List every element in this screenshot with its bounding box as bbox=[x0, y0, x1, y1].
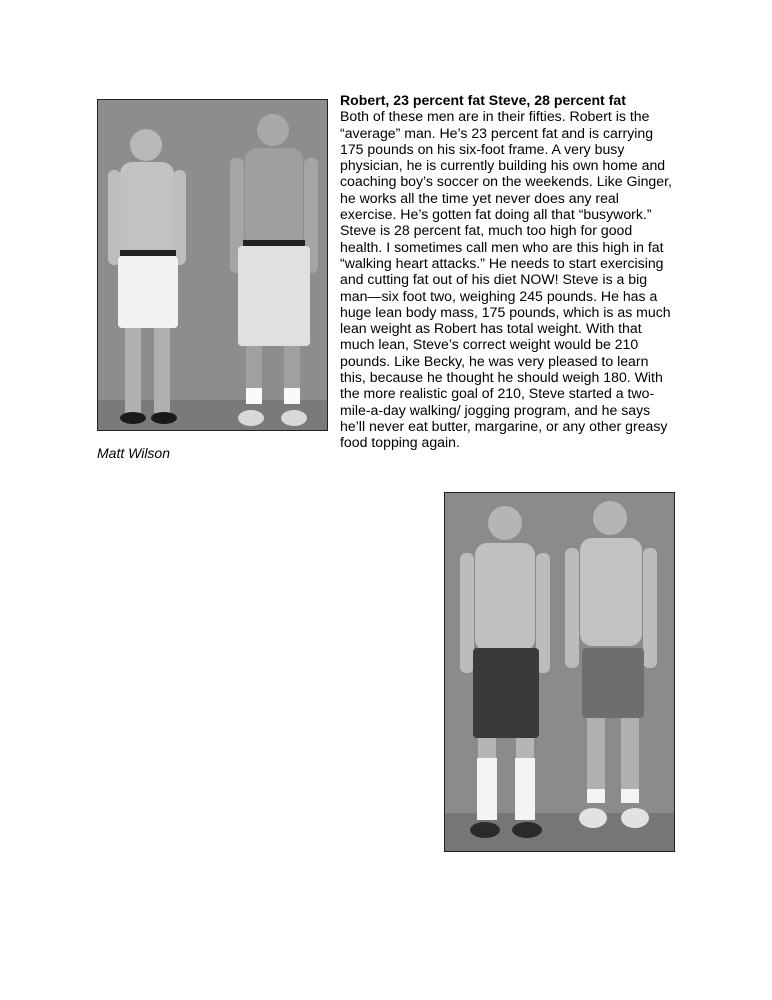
article-line: much lean, Steve’s correct weight would be 210 bbox=[340, 336, 639, 353]
photo-illustration bbox=[98, 100, 327, 430]
article-line: “walking heart attacks.” He needs to start exercising bbox=[340, 254, 664, 271]
article-line: the more realistic goal of 210, Steve started a two- bbox=[340, 385, 655, 402]
article-line: pounds. Like Becky, he was very pleased to learn bbox=[340, 352, 649, 369]
article-line: and cutting fat out of his diet NOW! Steve is a big bbox=[340, 271, 648, 288]
article-line: huge lean body mass, 175 pounds, which is as much bbox=[340, 303, 671, 320]
article-text-block bbox=[340, 92, 685, 451]
article-heading: Robert, 23 percent fat Steve, 28 percent fat bbox=[340, 92, 626, 108]
article-line: “average” man. He’s 23 percent fat and is carrying bbox=[340, 124, 654, 141]
photo-credit-caption: Matt Wilson bbox=[97, 445, 171, 461]
article-line: mile-a-day walking/ jogging program, and he says bbox=[340, 401, 651, 418]
article-line: he works all the time yet never does any real bbox=[340, 189, 619, 206]
photo-illustration bbox=[445, 493, 674, 851]
photo-robert-and-steve bbox=[97, 99, 328, 431]
article-line: coaching boy’s soccer on the weekends. Like Ginger, bbox=[340, 173, 672, 190]
article-line: 175 pounds on his six-foot frame. A very busy bbox=[340, 140, 625, 157]
photo-two-men bbox=[444, 492, 675, 852]
article-line: Both of these men are in their fifties. Robert is the bbox=[340, 108, 650, 125]
article-line: food topping again. bbox=[340, 434, 460, 451]
article-line: man—six foot two, weighing 245 pounds. He has a bbox=[340, 287, 658, 304]
article-line: this, because he thought he should weigh 180. With bbox=[340, 369, 663, 386]
article-line: physician, he is currently building his own home and bbox=[340, 157, 666, 174]
article-line: he’ll never eat butter, margarine, or any other greasy bbox=[340, 417, 668, 434]
article-line: health. I sometimes call men who are this high in fat bbox=[340, 238, 664, 255]
article-line: Steve is 28 percent fat, much too high for good bbox=[340, 222, 633, 239]
article-line: exercise. He’s gotten fat doing all that “busywork.” bbox=[340, 206, 652, 223]
article-line: lean weight as Robert has total weight. With that bbox=[340, 320, 642, 337]
